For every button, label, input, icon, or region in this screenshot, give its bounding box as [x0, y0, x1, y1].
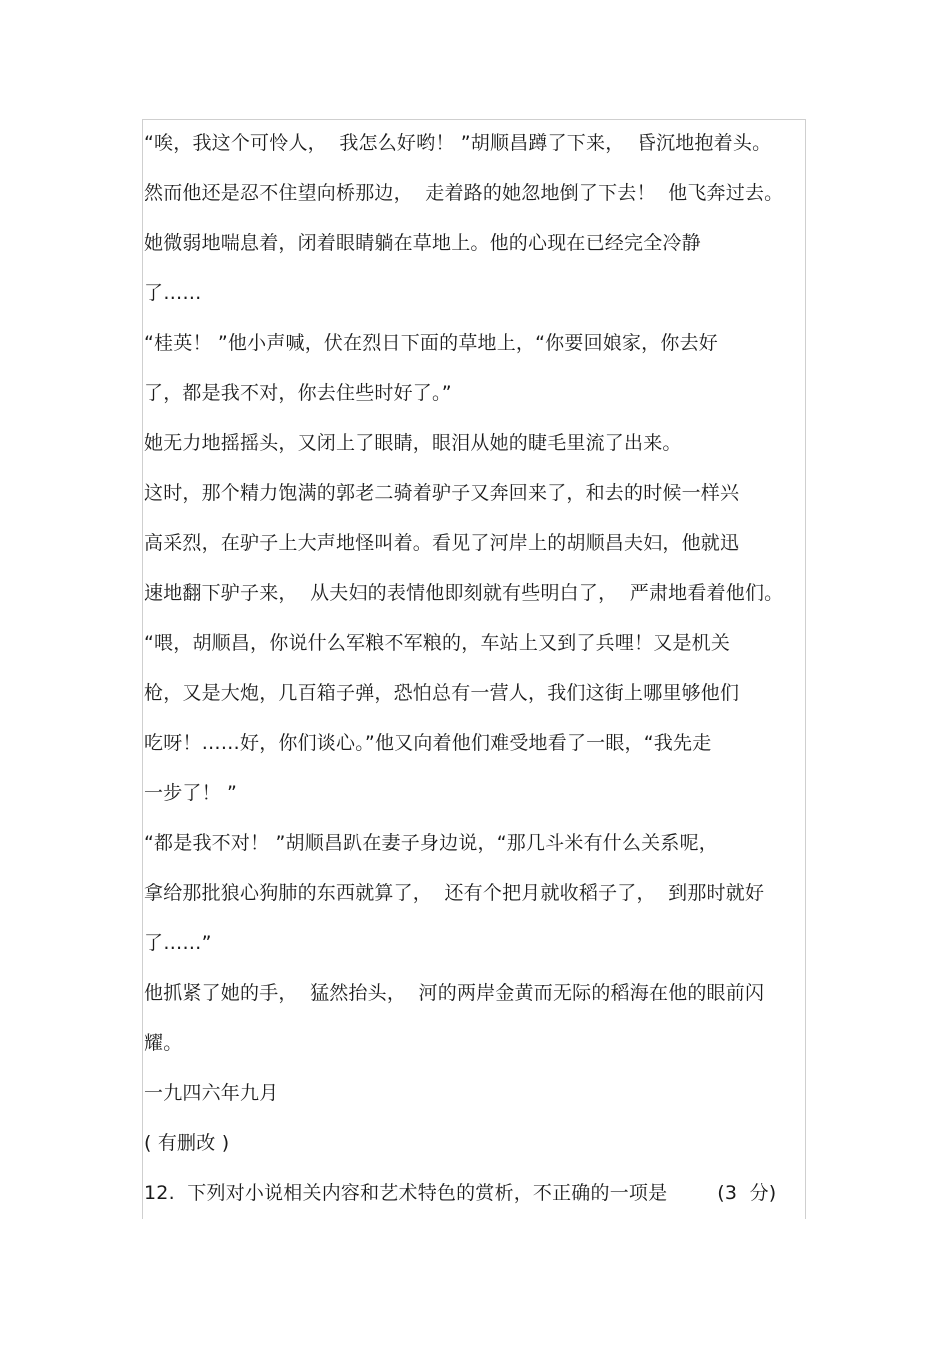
text-line: 这时，那个精力饱满的郭老二骑着驴子又奔回来了，和去的时候一样兴 — [144, 482, 740, 504]
text-line: 她无力地摇摇头，又闭上了眼睛，眼泪从她的睫毛里流了出来。 — [144, 432, 682, 454]
text-line: 了，都是我不对，你去住些时好了。” — [144, 382, 452, 404]
text-line: 吃呀！……好，你们谈心。”他又向着他们难受地看了一眼，“我先走 — [144, 732, 712, 754]
text-line: 拿给那批狼心狗肺的东西就算了， 还有个把月就收稻子了， 到那时就好 — [144, 882, 765, 904]
text-line: 速地翻下驴子来， 从夫妇的表情他即刻就有些明白了， 严肃地看着他们。 — [144, 582, 784, 604]
text-line: “喂，胡顺昌，你说什么军粮不军粮的，车站上又到了兵哩！又是机关 — [144, 632, 731, 654]
text-line: 耀。 — [144, 1032, 183, 1054]
text-line: “都是我不对！ ”胡顺昌趴在妻子身边说，“那几斗米有什么关系呢， — [144, 832, 718, 854]
text-line: 枪，又是大炮，几百箱子弹，恐怕总有一营人，我们这街上哪里够他们 — [144, 682, 740, 704]
text-line: “桂英！ ”他小声喊，伏在烈日下面的草地上，“你要回娘家，你去好 — [144, 332, 718, 354]
text-line: 了…… — [144, 282, 202, 304]
date-line: 一九四六年九月 — [144, 1082, 279, 1104]
text-line: 然而他还是忍不住望向桥那边， 走着路的她忽地倒了下去！ 他飞奔过去。 — [144, 182, 784, 204]
text-line: 了……” — [144, 932, 212, 954]
text-line: 高采烈，在驴子上大声地怪叫着。看见了河岸上的胡顺昌夫妇，他就迅 — [144, 532, 740, 554]
text-line: 她微弱地喘息着，闭着眼睛躺在草地上。他的心现在已经完全冷静 — [144, 232, 701, 254]
source-note: ( 有删改 ) — [144, 1132, 230, 1154]
text-line: 一步了！ ” — [144, 782, 238, 804]
question-12: 12. 下列对小说相关内容和艺术特色的赏析，不正确的一项是 (3 分) — [144, 1182, 777, 1204]
text-line: 他抓紧了她的手， 猛然抬头， 河的两岸金黄而无际的稻海在他的眼前闪 — [144, 982, 765, 1004]
page-frame — [142, 119, 806, 1219]
text-line: “唉，我这个可怜人， 我怎么好哟！ ”胡顺昌蹲了下来， 昏沉地抱着头。 — [144, 132, 772, 154]
